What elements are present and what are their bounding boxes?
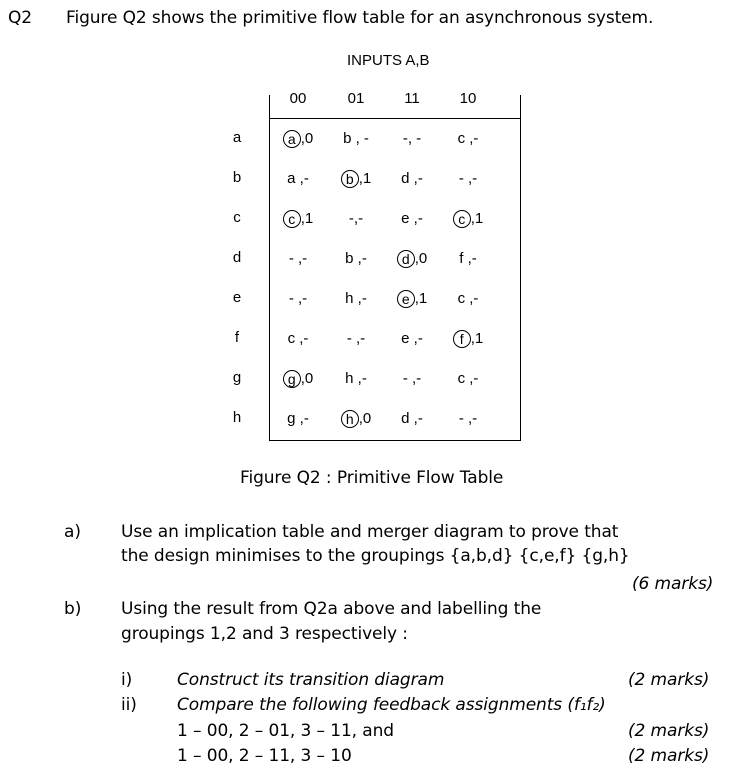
question-number: Q2 (8, 8, 32, 28)
cell-separator: , (414, 250, 419, 267)
stable-state-circle: g (283, 370, 301, 388)
table-header-divider (269, 118, 520, 119)
part-a-label: a) (64, 522, 81, 542)
row-label-g: g (232, 369, 242, 386)
flow-cell-d-01 (330, 248, 382, 270)
stable-state-circle: h (341, 410, 359, 428)
flow-cell-a-00 (272, 128, 324, 150)
cell-separator: , (358, 410, 363, 427)
flow-cell-g-11 (386, 368, 438, 390)
stable-state-output: 1 (474, 330, 484, 347)
stable-state-circle: a (283, 130, 301, 148)
transition-entry: g ,- (287, 410, 309, 427)
cell-separator: , (470, 210, 475, 227)
stable-state-output: 0 (362, 410, 372, 427)
flow-cell-c-01 (330, 208, 382, 230)
row-label-a: a (232, 129, 242, 146)
cell-separator: , (470, 330, 475, 347)
transition-entry: e ,- (401, 330, 423, 347)
flow-cell-d-00 (272, 248, 324, 270)
column-header-10: 10 (459, 90, 477, 107)
transition-entry: c ,- (457, 130, 479, 147)
transition-entry: c ,- (287, 330, 309, 347)
stable-state-output: 0 (304, 130, 314, 147)
transition-entry: -,- (348, 210, 364, 227)
flow-cell-b-01 (330, 168, 382, 190)
transition-entry: f ,- (459, 250, 477, 267)
flow-cell-g-00 (272, 368, 324, 390)
column-header-11: 11 (404, 90, 420, 107)
flow-cell-a-01 (330, 128, 382, 150)
transition-entry: d ,- (401, 170, 423, 187)
transition-entry: b ,- (345, 250, 367, 267)
flow-cell-c-10 (442, 208, 494, 230)
part-a-line-2: the design minimises to the groupings {a,b,d} {c,e,f} {g,h} (121, 546, 630, 566)
flow-cell-b-00 (272, 168, 324, 190)
inputs-label: INPUTS A,B (347, 52, 430, 69)
flow-cell-a-11 (386, 128, 438, 150)
part-b-line-1: Using the result from Q2a above and labelling the (121, 599, 542, 619)
flow-cell-h-10 (442, 408, 494, 430)
stable-state-circle: c (283, 210, 301, 228)
cell-separator: , (300, 210, 305, 227)
flow-cell-e-10 (442, 288, 494, 310)
column-header-00: 00 (289, 90, 307, 107)
transition-entry: - ,- (346, 330, 366, 347)
cell-separator: , (358, 170, 363, 187)
feedback-option-1-marks: (2 marks) (628, 721, 710, 741)
row-label-d: d (232, 249, 242, 266)
stable-state-output: 1 (418, 290, 428, 307)
stable-state-circle: b (341, 170, 359, 188)
feedback-option-2: 1 – 00, 2 – 11, 3 – 10 (177, 746, 352, 766)
part-b-line-2: groupings 1,2 and 3 respectively : (121, 624, 408, 644)
flow-cell-f-01 (330, 328, 382, 350)
flow-cell-c-00 (272, 208, 324, 230)
flow-cell-d-11 (386, 248, 438, 270)
flow-cell-h-01 (330, 408, 382, 430)
part-a-marks: (6 marks) (632, 574, 714, 594)
stable-state-output: 1 (474, 210, 484, 227)
row-label-h: h (232, 409, 242, 426)
stable-state-circle: d (397, 250, 415, 268)
part-a-line-1: Use an implication table and merger diagram to prove that (121, 522, 619, 542)
transition-entry: h ,- (345, 290, 367, 307)
transition-entry: d ,- (401, 410, 423, 427)
part-b-ii-label: ii) (121, 695, 137, 715)
transition-entry: - ,- (402, 370, 422, 387)
cell-separator: , (414, 290, 419, 307)
flow-cell-e-01 (330, 288, 382, 310)
row-label-e: e (232, 289, 242, 306)
stable-state-circle: e (397, 290, 415, 308)
transition-entry: a ,- (287, 170, 309, 187)
flow-cell-b-11 (386, 168, 438, 190)
flow-cell-d-10 (442, 248, 494, 270)
cell-separator: , (300, 370, 305, 387)
cell-separator: , (300, 130, 305, 147)
flow-cell-f-11 (386, 328, 438, 350)
flow-cell-a-10 (442, 128, 494, 150)
transition-entry: b , - (343, 130, 369, 147)
part-b-i-text: Construct its transition diagram (177, 670, 445, 690)
part-b-ii-text: Compare the following feedback assignments (f₁f₂) (177, 695, 606, 715)
part-b-i-marks: (2 marks) (628, 670, 710, 690)
stable-state-output: 1 (304, 210, 314, 227)
stable-state-output: 1 (362, 170, 372, 187)
part-b-i-label: i) (121, 670, 133, 690)
flow-cell-g-10 (442, 368, 494, 390)
transition-entry: c ,- (457, 290, 479, 307)
row-label-b: b (232, 169, 242, 186)
stable-state-output: 0 (418, 250, 428, 267)
flow-cell-g-01 (330, 368, 382, 390)
flow-cell-h-00 (272, 408, 324, 430)
row-label-f: f (234, 329, 240, 346)
transition-entry: - ,- (458, 170, 478, 187)
transition-entry: c ,- (457, 370, 479, 387)
feedback-option-1: 1 – 00, 2 – 01, 3 – 11, and (177, 721, 394, 741)
flow-cell-f-00 (272, 328, 324, 350)
row-label-c: c (233, 209, 241, 226)
stable-state-circle: f (453, 330, 471, 348)
flow-cell-f-10 (442, 328, 494, 350)
flow-cell-c-11 (386, 208, 438, 230)
stable-state-output: 0 (304, 370, 314, 387)
transition-entry: -, - (402, 130, 422, 147)
flow-cell-b-10 (442, 168, 494, 190)
transition-entry: e ,- (401, 210, 423, 227)
transition-entry: - ,- (288, 290, 308, 307)
stable-state-circle: c (453, 210, 471, 228)
transition-entry: h ,- (345, 370, 367, 387)
part-b-label: b) (64, 599, 82, 619)
question-intro: Figure Q2 shows the primitive flow table for an asynchronous system. (66, 8, 654, 28)
transition-entry: - ,- (458, 410, 478, 427)
figure-caption: Figure Q2 : Primitive Flow Table (240, 468, 504, 488)
flow-cell-e-11 (386, 288, 438, 310)
feedback-option-2-marks: (2 marks) (628, 746, 710, 766)
transition-entry: - ,- (288, 250, 308, 267)
flow-cell-h-11 (386, 408, 438, 430)
flow-cell-e-00 (272, 288, 324, 310)
column-header-01: 01 (347, 90, 365, 107)
